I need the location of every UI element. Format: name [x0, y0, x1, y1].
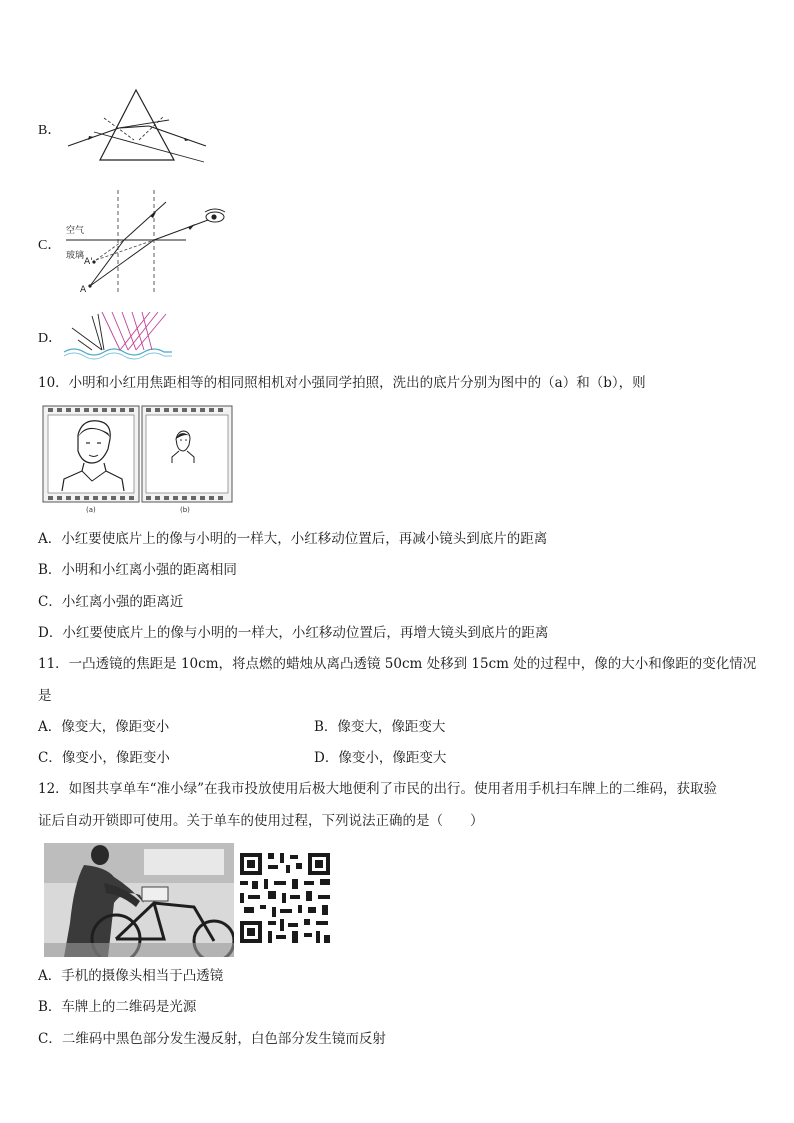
point-a-prime-label: A' [84, 257, 93, 267]
q10-option-d: D．小红要使底片上的像与小明的一样大，小红移动位置后，再增大镜头到底片的距离 [38, 625, 549, 641]
q12-option-b: B．车牌上的二维码是光源 [38, 999, 197, 1015]
q11-stem-line1: 11．一凸透镜的焦距是 10cm，将点燃的蜡烛从离凸透镜 50cm 处移到 15cm 处的过程中，像的大小和像距的变化情况 [38, 656, 757, 672]
caption-b: (b) [180, 506, 190, 514]
film-negatives-figure [42, 405, 234, 515]
q10-option-c: C．小红离小强的距离近 [38, 594, 184, 610]
q12-stem-line1: 12．如图共享单车“准小绿”在我市投放使用后极大地便利了市民的出行。使用者用手机扫车牌上的二维码，获取验 [38, 781, 717, 797]
qr-code-image [238, 851, 332, 945]
prism-refraction-figure [64, 88, 210, 164]
q11-option-a: A．像变大，像距变小 [38, 719, 170, 735]
q11-stem-line2: 是 [38, 688, 52, 704]
q11-option-d: D．像变小，像距变大 [314, 750, 447, 766]
q11-option-b: B．像变大，像距变大 [314, 719, 446, 735]
glass-air-refraction-figure [62, 186, 228, 298]
air-label: 空气 [66, 226, 85, 236]
point-a-label: A [80, 285, 87, 295]
caption-a: (a) [86, 506, 96, 514]
q10-option-b: B．小明和小红离小强的距离相同 [38, 562, 237, 578]
q11-option-c: C．像变小，像距变小 [38, 750, 170, 766]
q10-stem: 10．小明和小红用焦距相等的相同照相机对小强同学拍照，洗出的底片分别为图中的（a）和（b），则 [38, 375, 646, 391]
reflection-rays-figure [62, 306, 174, 360]
bike-scan-photo [44, 843, 234, 957]
q10-option-a: A．小红要使底片上的像与小明的一样大，小红移动位置后，再减小镜头到底片的距离 [38, 531, 548, 547]
option-b-label: B． [38, 123, 62, 138]
glass-label: 玻璃 [66, 251, 85, 261]
eye-icon [205, 209, 225, 222]
option-d-label: D． [38, 331, 63, 346]
q12-option-a: A．手机的摄像头相当于凸透镜 [38, 968, 224, 984]
option-c-label: C． [38, 238, 62, 253]
q12-option-c: C．二维码中黑色部分发生漫反射，白色部分发生镜而反射 [38, 1031, 386, 1047]
q12-stem-line2: 证后自动开锁即可使用。关于单车的使用过程，下列说法正确的是（ ） [38, 813, 484, 829]
